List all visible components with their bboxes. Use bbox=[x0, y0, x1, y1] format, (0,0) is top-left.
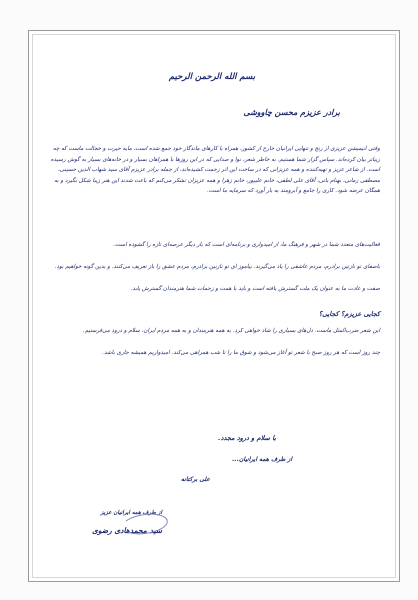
paragraph-1: وقتی انیمیشن عزیزی از رنج و تنهایی ایرانیان خارج از کشور، همراه با کارهای ماندگار خود جمع شده است، مایه حیرت و خجالت ماست که چه زیباتر بیان کرده‌اند. سپاس گزار شما هستیم. به خاطر شعر، نوا و صدایی که در این روزها با همراهان بسیار و در خانه‌های بسیار به گوش رسیده است. از شاعر عزیز و تهیه‌کننده و همه عزیزانی که در ساخت این اثر زحمت کشیده‌اند، از جمله برادر عزیزم آقای سید شهاب الدین حسینی، مصطفی زمانی، بهنام بانی، آقای علی لطفی، خانم علیپور، خانم زهرا و همه عزیزان تشکر می‌کنم که باعث شدند این هنر زیبا شکل بگیرد و به همگان عرضه شود. کاری را جامع و آبرومند به بار آورد که سرمایه ما است. bbox=[50, 146, 380, 195]
paragraph-3: باصفای تو نازنین برادرم، مردم عاشقی را یاد می‌گیرند. بیاموز ای تو نازنین برادرم، مردم عشق را باز تعریف می‌کنند. و بدین گونه خواهیم بود. bbox=[54, 264, 380, 270]
page-inner-border bbox=[32, 34, 396, 578]
signature-name: سید محمدهادی رضوی bbox=[91, 526, 162, 535]
paragraph-5: این شعر ضرب‌المثل ماست. دل‌های بسیاری را شاد خواهی کرد. به همه هنرمندان و به همه مردم ایران، سلام و درود می‌فرستیم. bbox=[82, 328, 380, 334]
question-line: کجایی عزیزم؟ کجایی؟ bbox=[318, 310, 380, 318]
closing-line: با سلام و درود مجدد. bbox=[218, 434, 276, 442]
from-line: از طرف همه ایرانیان... bbox=[232, 456, 292, 463]
signature-block bbox=[92, 510, 162, 535]
signoff-line: علی برکتانه bbox=[180, 476, 210, 483]
salutation: برادر عزیزم محسن چاووشی bbox=[243, 108, 340, 117]
paragraph-6: چند روز است که هر روز صبح با شعر تو آغاز می‌شود و شوق ما را تا شب همراهی می‌کند. امیدواریم همیشه جاری باشد. bbox=[102, 350, 380, 356]
signature-line: از طرف همه ایرانیان عزیز bbox=[100, 510, 162, 516]
paragraph-4: صفت و عادت ما به عنوان یک ملت گسترش یافته است و باید با همت و زحمات شما هنرمندان گسترش یابد. bbox=[130, 286, 380, 292]
paragraph-2: فعالیت‌های متعدد شما در شهر و فرهنگ ما، از امیدواری و برنامه‌ای است که بار دیگر عرصه‌ای تازه را گشوده است. bbox=[113, 242, 380, 248]
basmala-heading: بسم الله الرحمن الرحیم bbox=[168, 72, 256, 82]
